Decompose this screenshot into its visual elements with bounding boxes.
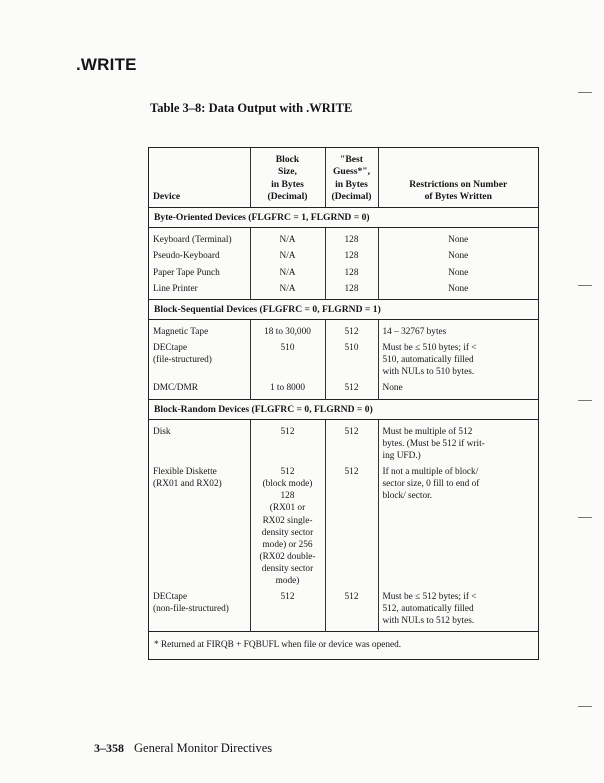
table-row: [149, 464, 538, 589]
table-header-row: [149, 148, 538, 207]
cell-line: Device: [153, 191, 181, 203]
cell-line: 128: [344, 235, 359, 246]
restriction-cell: [378, 320, 538, 341]
cell-line: block/ sector.: [382, 491, 433, 502]
best-guess-cell: [325, 464, 378, 589]
cell-line: Disk: [153, 426, 171, 437]
table-row: [149, 340, 538, 380]
cell-line: in Bytes: [335, 178, 368, 190]
block-size-cell: [250, 464, 325, 589]
cell-line: ing UFD.): [382, 451, 421, 462]
cell-line: 512: [280, 426, 295, 437]
cell-line: Must be ≤ 510 bytes; if <: [382, 343, 477, 354]
group-title: Block-Random Devices (FLGFRC = 0, FLGRND = 0): [149, 399, 538, 419]
table-row: [149, 228, 538, 249]
device-cell: [149, 419, 250, 464]
cell-line: Must be multiple of 512: [382, 426, 473, 437]
cell-line: (Decimal): [267, 191, 308, 203]
cell-line: Must be ≤ 512 bytes; if <: [382, 592, 477, 602]
table-row: [149, 281, 538, 300]
device-cell: [149, 265, 250, 281]
cell-line: Block: [275, 154, 300, 165]
best-guess-cell: [325, 248, 378, 264]
cell-line: (file-structured): [153, 355, 212, 366]
restriction-cell: [378, 464, 538, 589]
best-guess-cell: [325, 228, 378, 249]
restriction-cell: [378, 380, 538, 399]
cell-line: bytes. (Must be 512 if writ-: [382, 439, 485, 450]
cell-line: 512: [344, 426, 359, 437]
table-row: [149, 265, 538, 281]
cell-line: None: [448, 283, 469, 294]
table-caption: Table 3–8: Data Output with .WRITE: [150, 101, 353, 115]
margin-mark: [578, 400, 592, 401]
cell-line: of Bytes Written: [424, 191, 492, 203]
cell-line: in Bytes: [271, 178, 304, 190]
cell-line: N/A: [279, 235, 296, 246]
margin-mark: [578, 92, 592, 93]
block-size-cell: [250, 228, 325, 249]
data-output-table: [148, 147, 539, 660]
cell-line: 510: [280, 343, 295, 354]
group-header-row: [149, 207, 538, 227]
cell-line: (block mode): [262, 479, 313, 490]
block-size-cell: [250, 248, 325, 264]
device-cell: [149, 248, 250, 264]
block-size-cell: [250, 589, 325, 632]
cell-line: 1 to 8000: [269, 383, 306, 394]
cell-line: (non-file-structured): [153, 604, 229, 615]
cell-line: sector size, 0 fill to end of: [382, 479, 480, 490]
column-header-device: [149, 148, 250, 207]
cell-line: 510, automatically filled: [382, 355, 474, 366]
cell-line: mode) or 256: [262, 539, 313, 550]
restriction-cell: [378, 248, 538, 264]
table-row: [149, 419, 538, 464]
device-cell: [149, 340, 250, 380]
cell-line: 128: [344, 283, 359, 294]
cell-line: Keyboard (Terminal): [153, 235, 232, 246]
table-row: [149, 380, 538, 399]
cell-line: 512: [280, 592, 295, 602]
cell-line: If not a multiple of block/: [382, 467, 479, 478]
cell-line: Restrictions on Number: [409, 178, 508, 190]
best-guess-cell: [325, 589, 378, 632]
cell-line: 18 to 30,000: [264, 327, 311, 338]
table-row: [149, 320, 538, 341]
margin-mark: [578, 706, 592, 707]
cell-line: None: [448, 267, 469, 278]
group-header-row: [149, 299, 538, 319]
cell-line: with NULs to 510 bytes.: [382, 367, 475, 378]
block-size-cell: [250, 265, 325, 281]
best-guess-cell: [325, 265, 378, 281]
cell-line: N/A: [279, 283, 296, 294]
group-title: Block-Sequential Devices (FLGFRC = 0, FLGRND = 1): [149, 299, 538, 319]
group-title: Byte-Oriented Devices (FLGFRC = 1, FLGRND = 0): [149, 207, 538, 227]
margin-mark: [578, 517, 592, 518]
cell-line: 128: [344, 267, 359, 278]
best-guess-cell: [325, 419, 378, 464]
device-cell: [149, 320, 250, 341]
restriction-cell: [378, 228, 538, 249]
column-header-block-size: [250, 148, 325, 207]
cell-line: DMC/DMR: [153, 383, 198, 394]
cell-line: Guess*",: [332, 166, 371, 178]
table-body: [149, 207, 538, 659]
device-cell: [149, 589, 250, 632]
cell-line: Paper Tape Punch: [153, 267, 220, 278]
group-header-row: [149, 399, 538, 419]
block-size-cell: [250, 320, 325, 341]
table-row: [149, 248, 538, 264]
cell-line: Line Printer: [153, 283, 198, 294]
restriction-cell: [378, 340, 538, 380]
device-cell: [149, 281, 250, 300]
column-header-restrictions: [378, 148, 538, 207]
cell-line: None: [382, 383, 403, 394]
restriction-cell: [378, 419, 538, 464]
block-size-cell: [250, 340, 325, 380]
device-cell: [149, 228, 250, 249]
table-row: [149, 589, 538, 632]
cell-line: None: [448, 251, 469, 262]
cell-line: (RX02 double-: [259, 551, 316, 562]
cell-line: "Best: [340, 154, 363, 165]
cell-line: Size,: [278, 166, 297, 178]
best-guess-cell: [325, 380, 378, 399]
margin-mark: [578, 285, 592, 286]
cell-line: RX02 single-: [262, 515, 313, 526]
cell-line: (RX01 or: [269, 503, 306, 514]
column-header-best-guess: [325, 148, 378, 207]
cell-line: 14 – 32767 bytes: [382, 327, 447, 338]
cell-line: Magnetic Tape: [153, 327, 209, 338]
cell-line: 128: [280, 491, 295, 502]
cell-line: density sector: [261, 563, 314, 574]
cell-line: 510: [344, 343, 359, 354]
cell-line: (RX01 and RX02): [153, 479, 222, 490]
restriction-cell: [378, 265, 538, 281]
cell-line: Flexible Diskette: [153, 467, 217, 478]
cell-line: 512, automatically filled: [382, 604, 474, 615]
block-size-cell: [250, 419, 325, 464]
cell-line: 512: [344, 592, 359, 602]
section-heading: .WRITE: [76, 55, 137, 74]
footer-title: General Monitor Directives: [134, 741, 273, 755]
cell-line: N/A: [279, 251, 296, 262]
cell-line: 512: [280, 467, 295, 478]
best-guess-cell: [325, 281, 378, 300]
cell-line: None: [448, 235, 469, 246]
cell-line: 512: [344, 467, 359, 478]
block-size-cell: [250, 380, 325, 399]
restriction-cell: [378, 281, 538, 300]
cell-line: with NULs to 512 bytes.: [382, 616, 475, 627]
device-cell: [149, 464, 250, 589]
cell-line: Pseudo-Keyboard: [153, 251, 220, 262]
block-size-cell: [250, 281, 325, 300]
cell-line: 128: [344, 251, 359, 262]
cell-line: mode): [275, 575, 300, 586]
page-number: 3–358: [94, 741, 124, 755]
cell-line: DECtape: [153, 592, 188, 602]
best-guess-cell: [325, 320, 378, 341]
cell-line: density sector: [261, 527, 314, 538]
cell-line: (Decimal): [331, 191, 372, 203]
restriction-cell: [378, 589, 538, 632]
device-cell: [149, 380, 250, 399]
cell-line: 512: [344, 383, 359, 394]
cell-line: N/A: [279, 267, 296, 278]
footnote-row: [149, 632, 538, 660]
cell-line: DECtape: [153, 343, 188, 354]
footnote: * Returned at FIRQB + FQBUFL when file or device was opened.: [149, 632, 538, 660]
best-guess-cell: [325, 340, 378, 380]
cell-line: 512: [344, 327, 359, 338]
